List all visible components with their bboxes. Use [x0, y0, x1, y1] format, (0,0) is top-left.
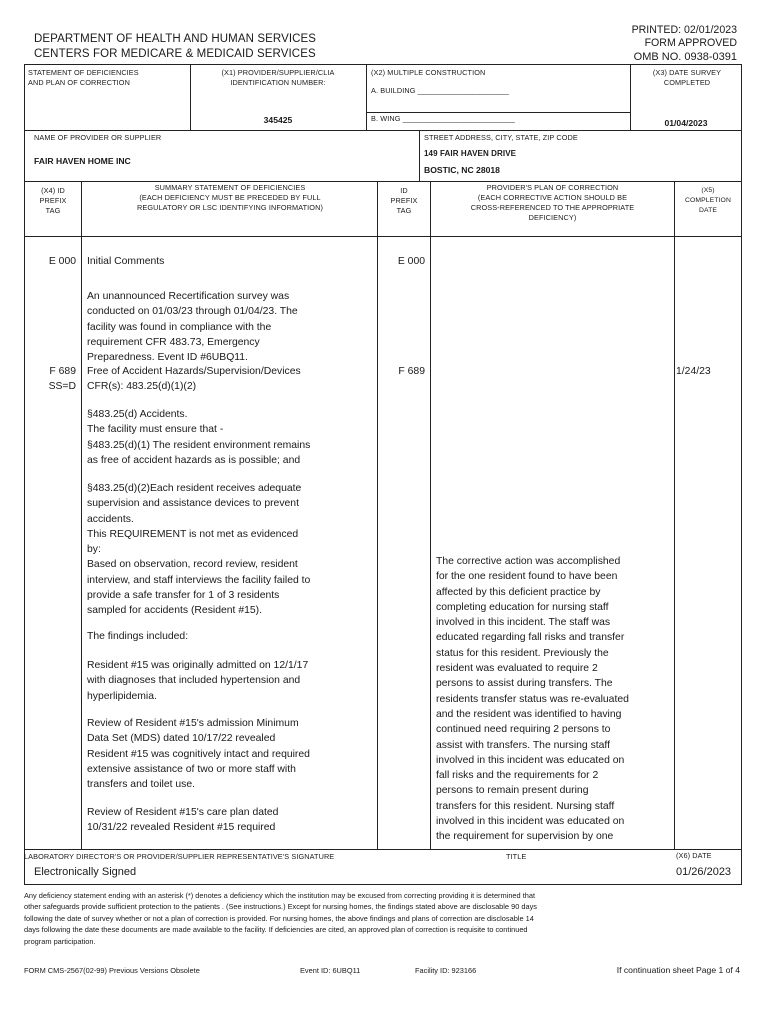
signature-date-label: (X6) DATE: [676, 851, 712, 860]
rule: [81, 181, 82, 849]
agency-header: [34, 32, 316, 62]
e000-id-tag: E 000: [397, 256, 425, 267]
page-number: If continuation sheet Page 1 of 4: [616, 965, 740, 975]
findings-intro: The findings included:: [87, 631, 189, 642]
provider-id-label: (X1) PROVIDER/SUPPLIER/CLIA IDENTIFICATION NUMBER:: [221, 68, 335, 87]
f689-completion-date: 1/24/23: [676, 366, 711, 377]
f689-title: Free of Accident Hazards/Supervision/Devices CFR(s): 483.25(d)(1)(2): [87, 366, 301, 393]
finding-care-plan: Review of Resident #15's care plan dated 10/31/22 revealed Resident #15 required: [87, 807, 279, 834]
e000-tag: E 000: [48, 256, 76, 267]
regulation-supervision: §483.25(d)(2)Each resident receives adequate supervision and assistance devices to prevent accidents. This REQUIREMENT is not met as evidenced by: Based on observation, record review, resident interview, and staff interviews the facility failed to provide a safe transfer for 1 of 3 residents sampled for accidents (Resident #15).: [87, 483, 311, 617]
signature-label: LABORATORY DIRECTOR'S OR PROVIDER/SUPPLIER REPRESENTATIVE'S SIGNATURE: [24, 852, 335, 861]
provider-name-label: NAME OF PROVIDER OR SUPPLIER: [34, 133, 162, 142]
plan-header: PROVIDER'S PLAN OF CORRECTION (EACH CORRECTIVE ACTION SHOULD BE CROSS-REFERENCED TO THE APPROPRIATE DEFICIENCY): [470, 183, 635, 222]
multiple-construction-label: (X2) MULTIPLE CONSTRUCTION: [371, 68, 486, 77]
finding-mds-review: Review of Resident #15's admission Minimum Data Set (MDS) dated 10/17/22 revealed Resident #15 was cognitively intact and required extensive assistance of two or more staff with transfers and toilet use.: [87, 718, 310, 791]
disclaimer: Any deficiency statement ending with an asterisk (*) denotes a deficiency which the institution may be excused from correcting providing it is determined that other safeguards provide sufficient protection to the patients . (See instructions.) Except for nursing homes, the findings stated above are disclosable 90 days following the date of survey whether or not a plan of correction is provided. For nursing homes, the above findings and plans of correction are disclosable 14 days following the date these documents are made available to the facility. If deficiencies are cited, an approved plan of correction is requisite to continued program participation.: [24, 891, 537, 946]
rule: [674, 181, 675, 849]
rule: [24, 236, 742, 237]
rule: [366, 64, 367, 131]
f689-tag: F 689: [49, 366, 76, 377]
rule: [24, 130, 742, 131]
completion-date-header: (X5) COMPLETION DATE: [685, 187, 731, 214]
scope-severity: SS=D: [48, 381, 76, 392]
rule: [190, 64, 191, 131]
rule: [419, 130, 420, 182]
rule: [430, 181, 431, 849]
department-name: DEPARTMENT OF HEALTH AND HUMAN SERVICES: [34, 33, 317, 45]
agency-name: CENTERS FOR MEDICARE & MEDICAID SERVICES: [34, 48, 316, 60]
rule: [377, 181, 378, 849]
statement-label: STATEMENT OF DEFICIENCIES AND PLAN OF CORRECTION: [28, 68, 139, 87]
rule: [24, 64, 25, 884]
omb-number: OMB NO. 0938-0391: [633, 50, 737, 63]
rule: [24, 64, 742, 65]
printed-date: PRINTED: 02/01/2023: [631, 24, 737, 36]
summary-header: SUMMARY STATEMENT OF DEFICIENCIES (EACH DEFICIENCY MUST BE PRECEDED BY FULL REGULATORY OR LSC IDENTIFYING INFORMATION): [137, 183, 323, 212]
finding-admission: Resident #15 was originally admitted on 12/1/17 with diagnoses that included hypertension and hyperlipidemia.: [87, 660, 309, 702]
title-label: TITLE: [506, 852, 527, 861]
form-number: FORM CMS-2567(02-99) Previous Versions Obsolete: [24, 966, 200, 975]
rule: [24, 181, 742, 182]
facility-id: Facility ID: 923166: [415, 966, 477, 975]
e000-title: Initial Comments: [87, 256, 165, 267]
survey-completed-date: 01/04/2023: [664, 118, 708, 128]
form-info: [632, 24, 737, 64]
rule: [24, 849, 742, 850]
f689-id-tag: F 689: [398, 366, 425, 377]
survey-date-label: (X3) DATE SURVEY COMPLETED: [652, 68, 722, 87]
rule: [24, 884, 742, 885]
e000-comments: An unannounced Recertification survey was conducted on 01/03/23 through 01/04/23. The facility was found in compliance with the requirement CFR 483.73, Emergency Preparedness. Event ID #6UBQ11.: [87, 291, 298, 364]
regulation-accidents: §483.25(d) Accidents. The facility must ensure that - §483.25(d)(1) The resident environment remains as free of accident hazards as is possible; and: [87, 409, 311, 466]
wing-field: B. WING ___________________________: [371, 114, 515, 123]
rule: [741, 64, 742, 884]
provider-name: FAIR HAVEN HOME INC: [34, 156, 131, 166]
signature-date: 01/26/2023: [676, 866, 732, 878]
event-id: Event ID: 6UBQ11: [300, 966, 361, 975]
x4-header: (X4) ID PREFIX TAG: [39, 186, 67, 215]
city-state-zip: BOSTIC, NC 28018: [424, 165, 500, 175]
electronic-signature: Electronically Signed: [34, 866, 137, 878]
street-address: 149 FAIR HAVEN DRIVE: [424, 149, 517, 158]
building-field: A. BUILDING ______________________: [371, 86, 510, 95]
id-prefix-header: ID PREFIX TAG: [390, 186, 418, 215]
rule: [630, 64, 631, 131]
rule: [366, 112, 630, 113]
address-label: STREET ADDRESS, CITY, STATE, ZIP CODE: [424, 133, 578, 142]
provider-id-number: 345425: [263, 115, 293, 125]
plan-of-correction: The corrective action was accomplished for the one resident found to have been affected by this deficient practice by completing education for nursing staff involved in this incident. The staff was educated regarding fall risks and transfer status for this resident. Previously the resident was evaluated to require 2 persons to assist during transfers. The residents transfer status was re-evaluated and the resident was identified to having continued need requiring 2 persons to assist with transfers. The nursing staff involved in this incident was educated on fall risks and the requirements for 2 persons to remain present during transfers for this resident. Nursing staff involved in this incident was educated on the requirement for supervision by one: [436, 556, 629, 843]
form-approved: FORM APPROVED: [644, 37, 737, 50]
